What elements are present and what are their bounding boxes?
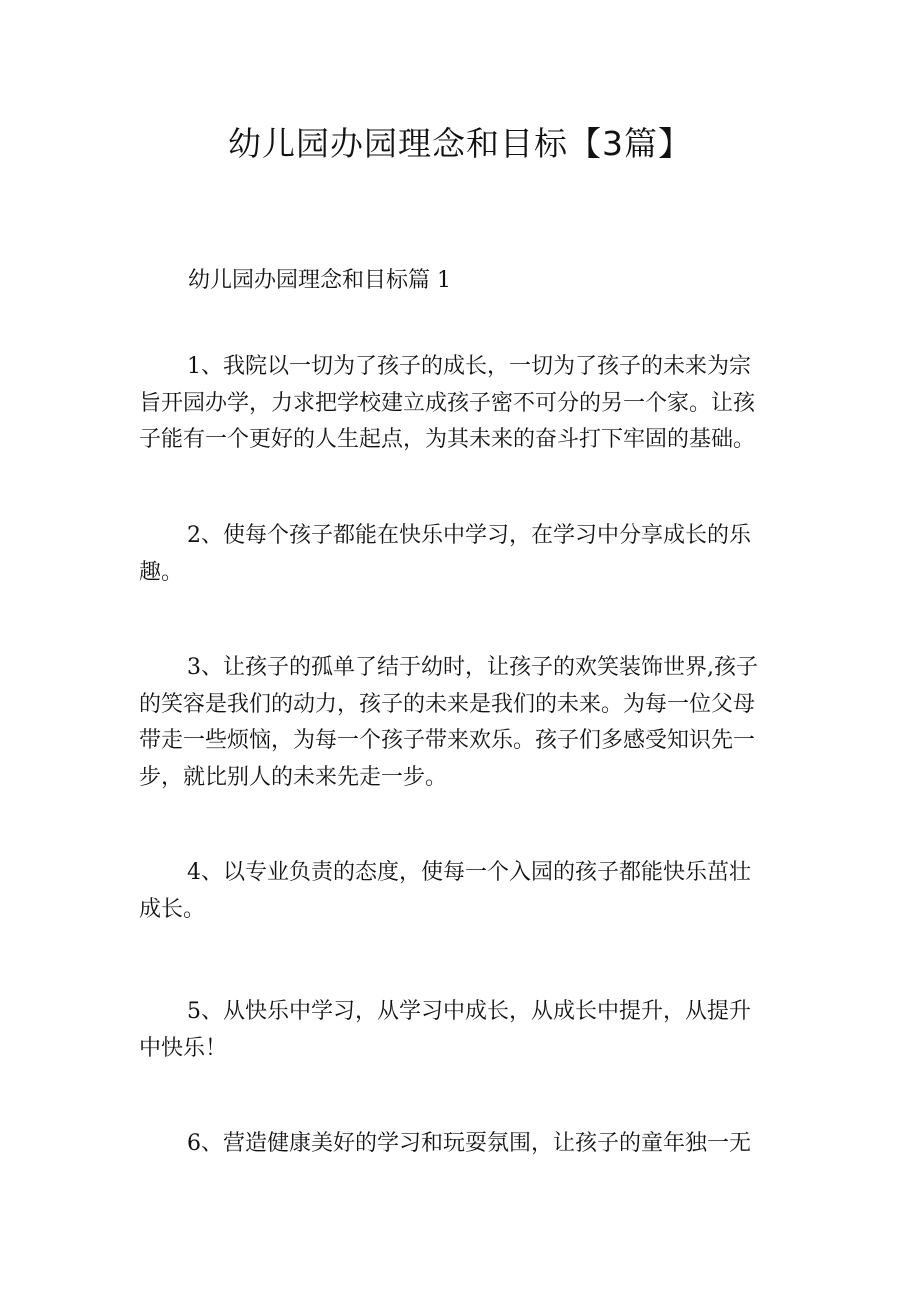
paragraph-2: [139, 518, 789, 591]
paragraph-line: 2、使每个孩子都能在快乐中学习，在学习中分享成长的乐: [187, 523, 751, 548]
paragraph-line: 旨开园办学，力求把学校建立成孩子密不可分的另一个家。让孩: [139, 390, 756, 416]
paragraph-line: 3、让孩子的孤单了结于幼时，让孩子的欢笑装饰世界,孩子: [187, 655, 758, 680]
paragraph-6: [139, 1126, 789, 1163]
paragraph-line: 1、我院以一切为了孩子的成长，一切为了孩子的未来为宗: [187, 354, 751, 379]
paragraph-line: 中快乐！: [139, 1035, 228, 1061]
section-heading: 幼儿园办园理念和目标篇 1: [188, 268, 451, 293]
paragraph-line: 子能有一个更好的人生起点，为其未来的奋斗打下牢固的基础。: [139, 427, 756, 452]
paragraph-line: 带走一些烦恼，为每一个孩子带来欢乐。孩子们多感受知识先一: [139, 728, 756, 753]
paragraph-line: 的笑容是我们的动力，孩子的未来是我们的未来。为每一位父母: [139, 691, 756, 717]
paragraph-4: [139, 855, 789, 928]
paragraph-1: [139, 349, 789, 459]
paragraph-line: 5、从快乐中学习，从学习中成长，从成长中提升，从提升: [187, 999, 751, 1024]
paragraph-line: 成长。: [139, 896, 206, 922]
paragraph-5: [139, 994, 789, 1067]
paragraph-line: 4、以专业负责的态度，使每一个入园的孩子都能快乐茁壮: [187, 860, 751, 885]
paragraph-line: 趣。: [139, 559, 184, 585]
paragraph-line: 步，就比别人的未来先走一步。: [139, 764, 448, 790]
document-title: 幼儿园办园理念和目标【3篇】: [228, 124, 692, 163]
paragraph-3: [139, 650, 789, 796]
paragraph-line: 6、营造健康美好的学习和玩耍氛围，让孩子的童年独一无: [187, 1131, 751, 1156]
